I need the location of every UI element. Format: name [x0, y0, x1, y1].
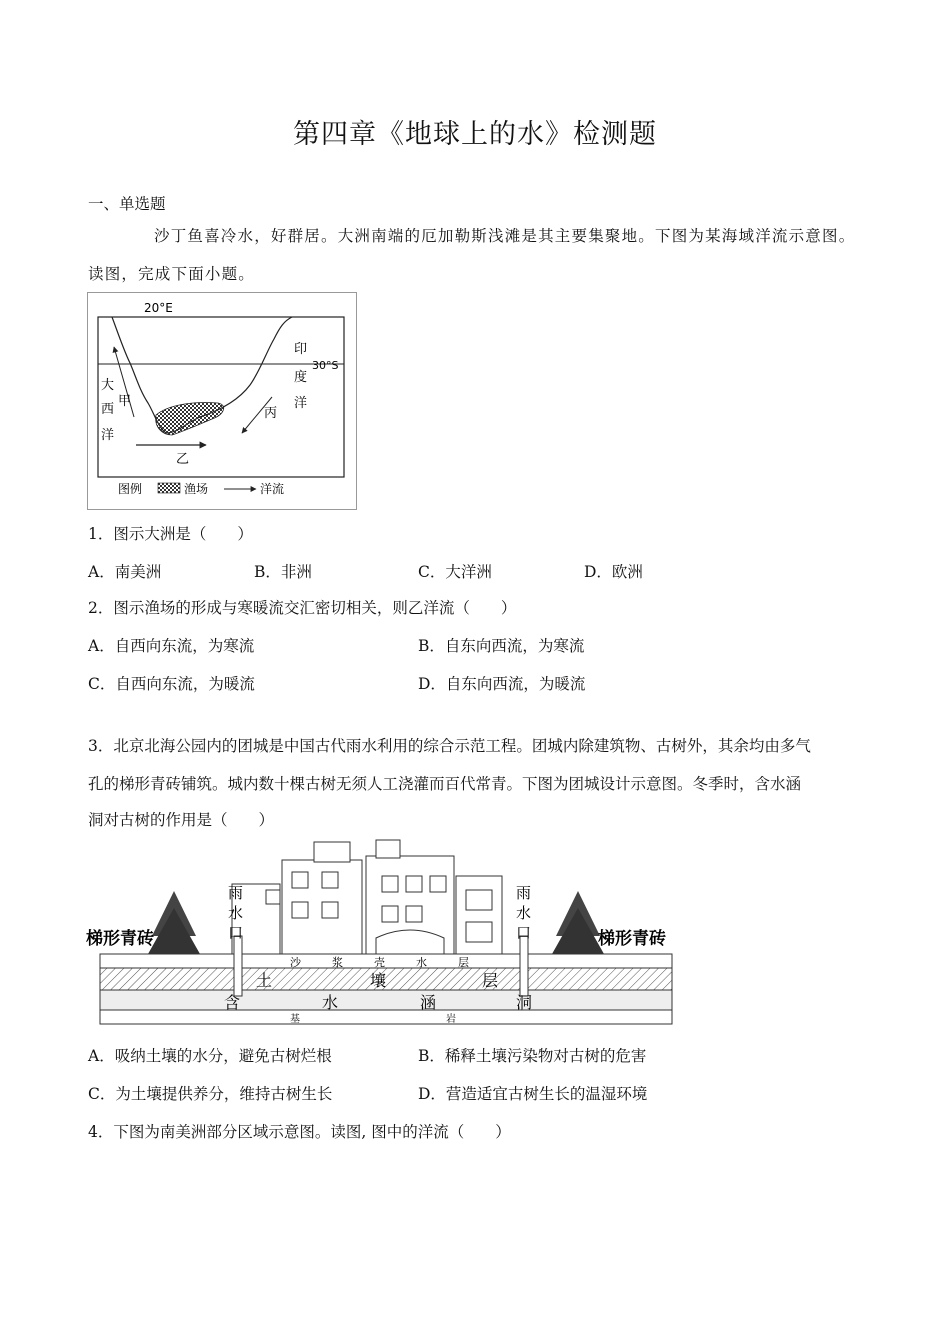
atlantic-char-1: 大 [101, 378, 115, 393]
intro-line-1: 沙丁鱼喜冷水，好群居。大洲南端的厄加勒斯浅滩是其主要集聚地。下图为某海域洋流示意图。 [154, 227, 856, 245]
page-title: 第四章《地球上的水》检测题 [293, 119, 657, 150]
brick-left-label: 梯形青砖 [86, 929, 154, 949]
culvert-char-1: 含 [224, 993, 241, 1012]
sand-layer-char-2: 浆 [332, 956, 343, 969]
sand-layer-char-4: 水 [416, 956, 427, 969]
q3-option-d[interactable]: D．营造适宜古树生长的温湿环境 [418, 1085, 648, 1103]
atlantic-char-3: 洋 [101, 428, 115, 443]
legend-current-label: 洋流 [260, 482, 285, 496]
map-frame [98, 317, 344, 477]
indian-ocean-char-3: 洋 [294, 396, 308, 411]
q2-option-d[interactable]: D．自东向西流，为暖流 [418, 675, 586, 693]
culvert-char-2: 水 [322, 993, 339, 1012]
intro-line-2: 读图，完成下面小题。 [88, 265, 256, 283]
brick-right-label: 梯形青砖 [598, 929, 666, 949]
tuancheng-figure [86, 836, 684, 1036]
q1-option-b[interactable]: B．非洲 [254, 563, 312, 581]
rain-right-char-3: 口 [516, 924, 532, 942]
bedrock-char-2: 岩 [446, 1014, 456, 1025]
soil-layer-char-2: 壤 [370, 971, 387, 990]
q1-option-d[interactable]: D．欧洲 [584, 563, 643, 581]
q2-option-c[interactable]: C．自西向东流，为暖流 [88, 675, 255, 693]
q4-stem: 4．下图为南美洲部分区域示意图。读图, 图中的洋流（ ） [88, 1123, 511, 1141]
lon-label: 20°E [144, 301, 173, 315]
rain-inlet-right-pipe [520, 936, 528, 996]
bedrock-layer [100, 1010, 672, 1024]
q3-stem-line-1: 3．北京北海公园内的团城是中国古代雨水利用的综合示范工程。团城内除建筑物、古树外，其余均由多气 [88, 737, 811, 755]
sand-layer-char-3: 壳 [374, 956, 385, 969]
q3-option-a[interactable]: A．吸纳土壤的水分，避免古树烂根 [88, 1047, 332, 1065]
q3-option-b[interactable]: B．稀释土壤污染物对古树的危害 [418, 1047, 647, 1065]
q2-option-a[interactable]: A．自西向东流，为寒流 [88, 637, 255, 655]
ocean-current-map [88, 293, 356, 509]
soil-layer-char-3: 层 [482, 971, 499, 990]
building [232, 840, 502, 958]
rain-right-char-2: 水 [516, 904, 532, 922]
indian-ocean-char-1: 印 [294, 342, 308, 357]
q1-option-a[interactable]: A．南美洲 [88, 563, 162, 581]
legend-title: 图例 [118, 482, 143, 496]
fishing-ground [156, 403, 224, 436]
q3-stem-line-3: 洞对古树的作用是（ ） [88, 811, 275, 829]
q2-stem: 2．图示渔场的形成与寒暖流交汇密切相关，则乙洋流（ ） [88, 599, 517, 617]
current-bing-label: 丙 [264, 406, 278, 421]
q3-option-c[interactable]: C．为土壤提供养分，维持古树生长 [88, 1085, 333, 1103]
q1-stem: 1．图示大洲是（ ） [88, 525, 253, 543]
q2-option-b[interactable]: B．自东向西流，为寒流 [418, 637, 585, 655]
current-jia-label: 甲 [118, 394, 132, 409]
bedrock-char-1: 基 [290, 1014, 300, 1025]
atlantic-char-2: 西 [101, 402, 115, 417]
culvert-char-3: 涵 [420, 993, 437, 1012]
rain-right-char-1: 雨 [516, 884, 532, 902]
rain-left-char-1: 雨 [228, 884, 244, 902]
q1-option-c[interactable]: C．大洋洲 [418, 563, 492, 581]
section-heading: 一、单选题 [88, 195, 166, 213]
legend-fish-label: 渔场 [184, 482, 209, 496]
legend-fish-swatch [158, 483, 180, 493]
culvert-layer [100, 990, 672, 1010]
soil-layer-char-1: 土 [256, 971, 273, 990]
sand-layer-char-1: 沙 [290, 956, 301, 969]
ocean-current-figure [87, 292, 357, 510]
sand-layer-char-5: 层 [458, 956, 469, 969]
q3-stem-line-2: 孔的梯形青砖铺筑。城内数十棵古树无须人工浇灌而百代常青。下图为团城设计示意图。冬季时，含水涵 [88, 775, 802, 793]
indian-ocean-char-2: 度 [294, 370, 308, 385]
brick-layer [100, 954, 672, 968]
culvert-char-4: 洞 [516, 993, 533, 1012]
lat-label: 30°S [312, 359, 339, 372]
rain-inlet-left-pipe [234, 936, 242, 996]
tuancheng-diagram [86, 836, 684, 1036]
rain-left-char-2: 水 [228, 904, 244, 922]
current-yi-label: 乙 [176, 452, 190, 467]
rain-left-char-3: 口 [228, 924, 244, 942]
